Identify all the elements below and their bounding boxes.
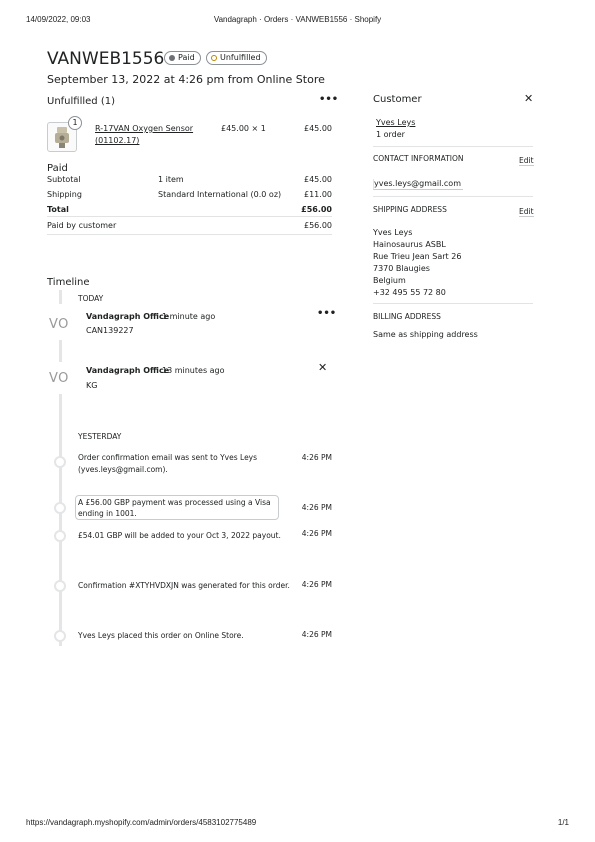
comment-time: 13 minutes ago [162, 366, 225, 375]
today-label: TODAY [78, 294, 104, 303]
contact-divider [373, 196, 533, 197]
comment-author: Vandagraph Office [86, 312, 170, 321]
timeline-dot [54, 630, 66, 642]
timeline-dot [54, 580, 66, 592]
subtotal-label: Subtotal [47, 175, 81, 184]
total-amount: £56.00 [301, 205, 332, 214]
edit-contact-button[interactable]: Edit [519, 156, 534, 165]
shipping-address-heading: SHIPPING ADDRESS [373, 205, 447, 214]
fulfillment-status-badge: Unfulfilled [206, 51, 267, 65]
address-line: 7370 Blaugies [373, 264, 430, 273]
shipping-label: Shipping [47, 190, 82, 199]
event-time: 4:26 PM [301, 580, 332, 589]
shipping-amount: £11.00 [304, 190, 332, 199]
more-icon: ••• [319, 94, 339, 105]
event-text: Order confirmation email was sent to Yves Leys [78, 453, 258, 462]
unfulfilled-heading: Unfulfilled (1) [47, 96, 115, 107]
event-text: Yves Leys placed this order on Online Store. [78, 631, 244, 640]
total-label: Total [47, 205, 69, 214]
product-name-link[interactable]: R-17VAN Oxygen Sensor [95, 124, 194, 133]
print-url: https://vandagraph.myshopify.com/admin/orders/4583102775489 [26, 818, 257, 827]
more-icon: ••• [317, 308, 337, 319]
address-line: Rue Trieu Jean Sart 26 [373, 252, 462, 261]
item-unit-price: £45.00 × 1 [221, 124, 266, 133]
item-total: £45.00 [304, 124, 332, 133]
address-line: Belgium [373, 276, 406, 285]
customer-name-link[interactable]: Yves Leys [376, 118, 416, 127]
timeline-dot [54, 530, 66, 542]
customer-divider [373, 146, 533, 147]
print-datetime: 14/09/2022, 09:03 [26, 15, 91, 24]
timeline-dot [54, 502, 66, 514]
close-icon: ✕ [318, 361, 328, 374]
paid-divider [47, 216, 332, 217]
event-time: 4:26 PM [301, 503, 332, 512]
event-text: (yves.leys@gmail.com). [78, 465, 168, 474]
subtotal-detail: 1 item [158, 175, 184, 184]
timeline-dot [54, 456, 66, 468]
order-number: VANWEB1556 [47, 49, 165, 69]
customer-heading: Customer [373, 94, 422, 105]
event-text: £54.01 GBP will be added to your Oct 3, 2022 payout. [78, 531, 281, 540]
event-time: 4:26 PM [301, 630, 332, 639]
order-date-line: September 13, 2022 at 4:26 pm from Online Store [47, 73, 325, 86]
print-page-title: Vandagraph · Orders · VANWEB1556 · Shopify [213, 15, 382, 24]
event-text: ending in 1001. [78, 509, 137, 518]
comment-avatar: VO [49, 371, 69, 386]
billing-address-text: Same as shipping address [373, 330, 478, 339]
comment-text: CAN139227 [86, 326, 134, 335]
shipping-detail: Standard International (0.0 oz) [158, 190, 282, 199]
subtotal-amount: £45.00 [304, 175, 332, 184]
unfulfilled-more-actions-button[interactable] [319, 95, 338, 105]
timeline-line [59, 340, 62, 362]
yesterday-label: YESTERDAY [78, 432, 122, 441]
shipping-divider [373, 303, 533, 304]
customer-orders-count: 1 order [376, 130, 405, 139]
comment-close-button[interactable] [318, 362, 327, 374]
event-text: A £56.00 GBP payment was processed using a Visa [78, 498, 271, 507]
paid-by-customer-label: Paid by customer [47, 221, 117, 230]
remove-customer-button[interactable] [524, 93, 533, 105]
paid-dot-icon [169, 55, 175, 61]
comment-more-actions-button[interactable] [317, 309, 336, 319]
item-quantity-badge: 1 [68, 116, 82, 130]
timeline-line [59, 290, 62, 304]
close-icon: ✕ [524, 92, 534, 105]
event-text: Confirmation #XTYHVDXJN was generated for this order. [78, 581, 290, 590]
contact-info-heading: CONTACT INFORMATION [373, 154, 464, 163]
timeline-line [59, 394, 62, 646]
paid-by-customer-amount: £56.00 [304, 221, 332, 230]
paid-bottom-divider [47, 234, 332, 235]
comment-text: KG [86, 381, 98, 390]
product-sku-link[interactable]: (01102.17) [95, 136, 140, 145]
address-phone: +32 495 55 72 80 [373, 288, 446, 297]
unfulfilled-dot-icon [211, 55, 217, 61]
event-time: 4:26 PM [301, 529, 332, 538]
print-page-count: 1/1 [557, 818, 569, 827]
billing-address-heading: BILLING ADDRESS [373, 312, 441, 321]
payment-status-badge: Paid [164, 51, 201, 65]
event-time: 4:26 PM [301, 453, 332, 462]
address-line: Hainosaurus ASBL [373, 240, 446, 249]
address-line: Yves Leys [373, 228, 413, 237]
customer-email-link[interactable]: yves.leys@gmail.com [374, 179, 461, 188]
comment-avatar: VO [49, 317, 69, 332]
comment-author: Vandagraph Office [86, 366, 170, 375]
comment-time: 1 minute ago [162, 312, 216, 321]
timeline-heading: Timeline [47, 277, 90, 288]
edit-shipping-address-button[interactable]: Edit [519, 207, 534, 216]
paid-heading: Paid [47, 163, 68, 174]
